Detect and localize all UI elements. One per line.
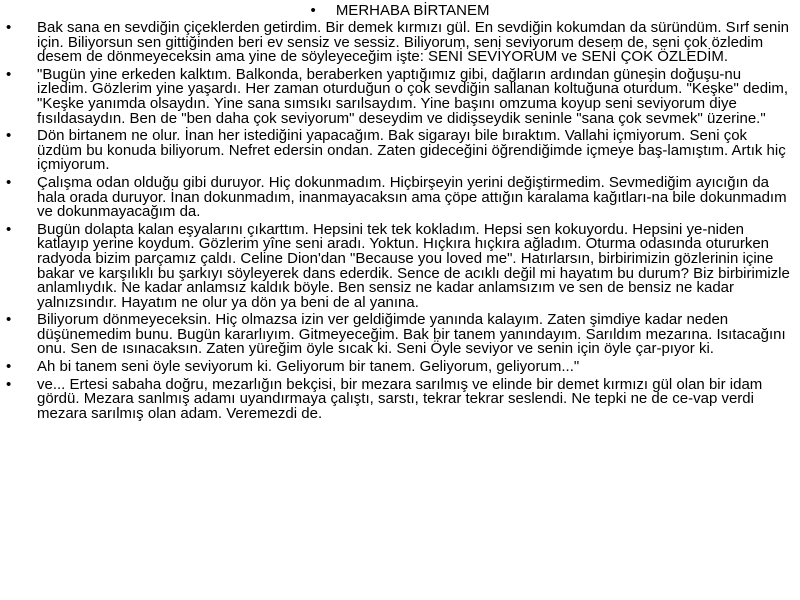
list-item <box>6 173 794 221</box>
bullet-icon: • <box>6 65 12 83</box>
bullet-icon: • <box>6 173 12 191</box>
paragraph-text: "Bugün yine erkeden kalktım. Balkonda, beraberken yaptığımız gibi, dağların ardından güneşin doğuşu-nu izledim. Gözlerim yine yaşardı. Her zaman oturduğun o çok sevdiğin sallanan koltuğuna oturdum. "Keşke" dedim, "Keşke yanımda olsaydın. Yine sana sımsıkı sarılsaydım. Yine başını omzuma koyup seni seviyorum diye fısıldasaydın. Ben de "ben daha çok seviyorum" deseydim ve didişseydik seninle "sana çok sevmek" üzerine." <box>37 65 789 127</box>
paragraph-text: Biliyorum dönmeyeceksin. Hiç olmazsa izin ver geldiğimde yanında kalayım. Zaten şimdiye kadar neden düşünemedim bunu. Bugün kararlıyım. Gitmeyeceğim. Bak bir tanem yanındayım. Sarıldım mezarına. Isıtacağını onu. Sen de ısınacaksın. Zaten yüreğim öyle sıcak ki. Seni Öyle seviyor ve senin için öyle çar-pıyor ki. <box>37 311 786 358</box>
bullet-icon: • <box>6 220 12 238</box>
list-item <box>6 360 794 375</box>
bullet-icon: • <box>310 2 316 19</box>
title-row <box>6 2 794 20</box>
list-item <box>6 21 794 65</box>
list-item <box>6 375 794 422</box>
page-title: MERHABA BİRTANEM <box>335 2 490 19</box>
list-item <box>6 65 794 127</box>
paragraph-text: Bugün dolapta kalan eşyalarını çıkarttım. Hepsini tek tek kokladım. Hepsi sen kokuyordu. Hepsini ye-niden katlayıp yerine koydum. Gözlerim yîne seni aradı. Yoktun. Hıçkıra hıçkıra ağladım. Oturma odasında otururken radyoda bizim parçamız çaldı. Celine Dion'dan "Because you loved me". Hatırlarsın, birbirimizin gözlerinin içine bakar ve karşılıklı bu şarkıyı söyleyerek dans ederdik. Sence de acıklı değil mi hayatım bu durum? Biz birbirimizle anlamlıydık. Ne kadar anlamsız kaldık böyle. Ben sensiz ne kadar anlamsızım ve sen de bensiz ne kadar yalnızsındır. Hayatım ne olur ya dön ya beni de al yanına. <box>37 220 790 311</box>
paragraph-text: Ah bi tanem seni öyle seviyorum ki. Geliyorum bir tanem. Geliyorum, geliyorum..." <box>37 358 580 376</box>
paragraph-text: ve... Ertesi sabaha doğru, mezarlığın bekçisi, bir mezara sarılmış ve elinde bir demet kırmızı gül olan bir idam gördü. Mezara sanlmış adamı uyandırmaya çalıştı, sarstı, tekrar tekrar seslendi. Ne tepki ne de ce-vap verdi mezara sarılmış olan adam. Veremezdi de. <box>37 375 763 422</box>
paragraph-text: Çalışma odan olduğu gibi duruyor. Hiç dokunmadım. Hiçbirşeyin yerini değiştirmedim. Sevmediğim ayıcığın da hala orada duruyor. İnan dokunmadım, inanmayacaksın ama çöpe attığın karalama kağıtları-na bile dokunmadım ve dokunmayacağım da. <box>37 173 787 221</box>
bullet-icon: • <box>6 358 12 376</box>
paragraph-list <box>6 21 794 421</box>
bullet-icon: • <box>6 19 12 36</box>
paragraph-text: Dön birtanem ne olur. İnan her istediğini yapacağım. Bak sigarayı bile bıraktım. Vallahi içmiyorum. Seni çok üzdüm bu konuda biliyorum. Nefret edersin ondan. Zaten gideceğini öğrendiğimde içmeye baş-lamıştım. Artık hiç içmiyorum. <box>37 127 786 174</box>
bullet-icon: • <box>6 375 12 393</box>
list-item <box>6 129 794 173</box>
list-item <box>6 220 794 311</box>
bullet-icon: • <box>6 127 12 145</box>
bullet-icon: • <box>6 311 12 329</box>
paragraph-text: Bak sana en sevdiğin çiçeklerden getirdim. Bir demek kırmızı gül. En sevdiğin kokumdan da süründüm. Sırf senin için. Biliyorsun sen gittiğinden beri ev sensiz ve sessiz. Biliyorum, seni seviyorum desem de, seni çok özledim desem de dönmeyeceksin ama yine de söyleyeceğim işte: SENİ SEVİYORUM ve SENİ ÇOK ÖZLEDİM. <box>37 19 790 66</box>
list-item <box>6 313 794 357</box>
